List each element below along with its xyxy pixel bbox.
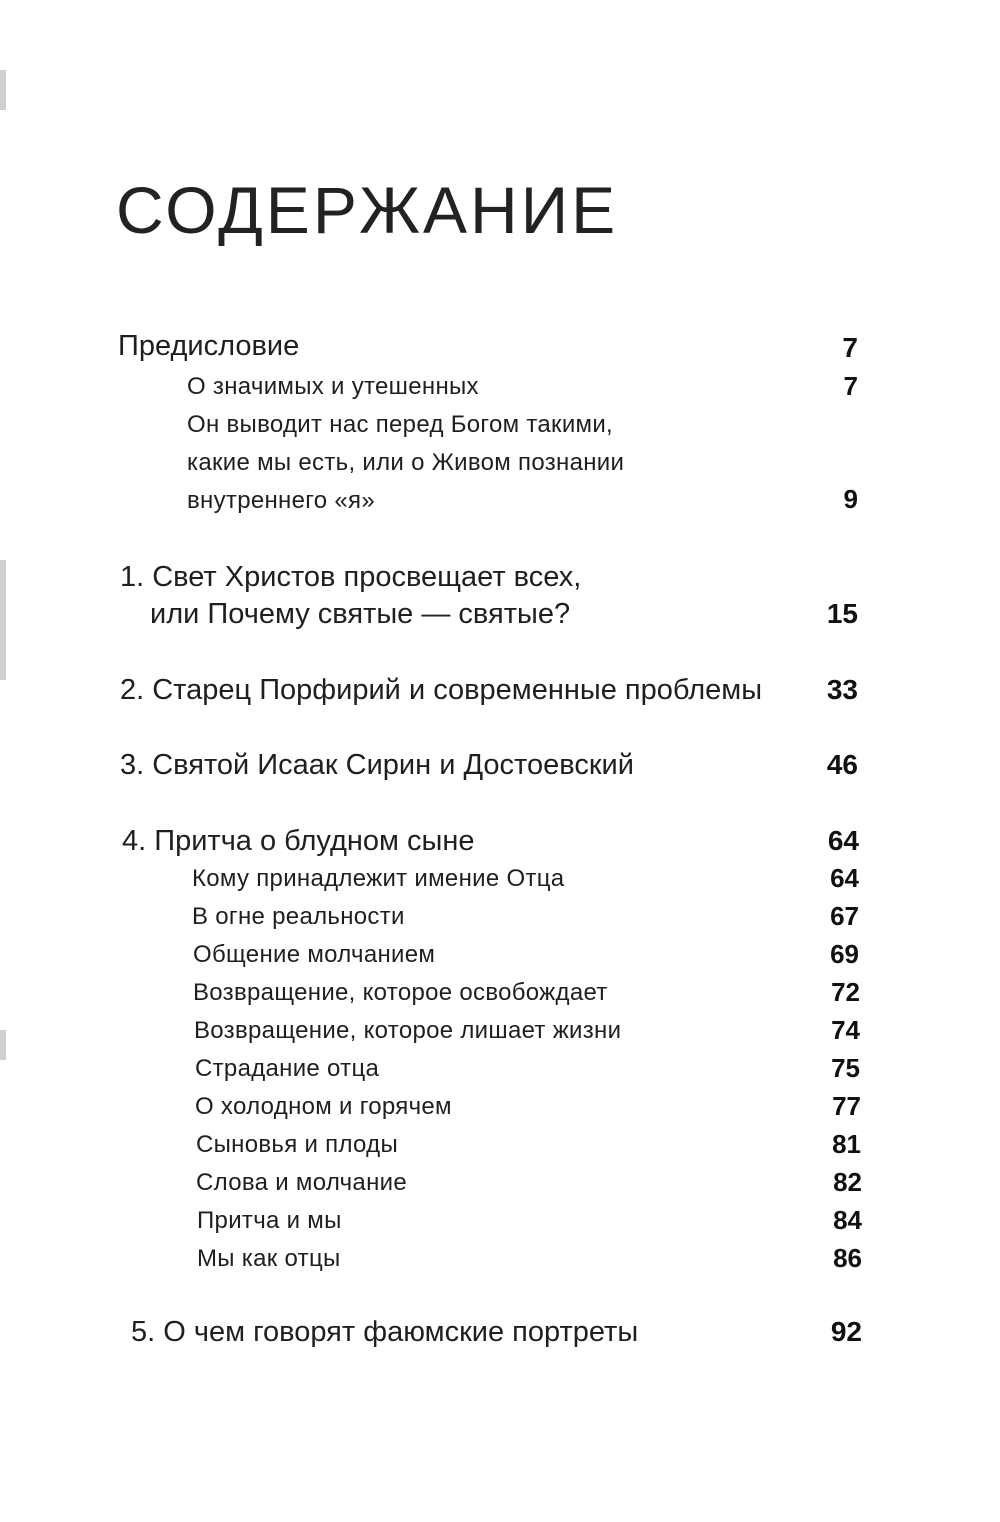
page-edge-mark bbox=[0, 1030, 6, 1060]
toc-entry-chapter-2: 2. Старец Порфирий и современные проблемы bbox=[120, 674, 763, 706]
page-edge-mark bbox=[0, 70, 6, 110]
toc-entry-chapter-1-cont: или Почему святые — святые? bbox=[150, 598, 571, 630]
toc-page: 84 bbox=[833, 1205, 862, 1235]
toc-subentry-line: какие мы есть, или о Живом познании bbox=[187, 449, 625, 476]
toc-subentry: Слова и молчание bbox=[196, 1169, 407, 1196]
toc-page: 75 bbox=[831, 1053, 860, 1083]
toc-subentry: О холодном и горячем bbox=[195, 1093, 452, 1120]
toc-page: 81 bbox=[832, 1129, 861, 1159]
toc-page: 72 bbox=[831, 977, 860, 1007]
toc-subentry: В огне реальности bbox=[192, 903, 405, 930]
toc-entry-preface: Предисловие bbox=[118, 330, 300, 362]
toc-page: 77 bbox=[832, 1091, 861, 1121]
toc-page: 64 bbox=[830, 863, 859, 893]
toc-page: 82 bbox=[833, 1167, 862, 1197]
toc-subentry: О значимых и утешенных bbox=[187, 373, 479, 400]
toc-subentry-line: внутреннего «я» bbox=[187, 487, 375, 514]
toc-entry-chapter-5: 5. О чем говорят фаюмские портреты bbox=[131, 1316, 639, 1348]
toc-entry-chapter-4: 4. Притча о блудном сыне bbox=[122, 825, 475, 857]
toc-page: 7 bbox=[843, 371, 858, 401]
toc-subentry-line: Он выводит нас перед Богом такими, bbox=[187, 411, 614, 438]
toc-subentry: Сыновья и плоды bbox=[196, 1131, 399, 1158]
toc-page: 86 bbox=[833, 1243, 862, 1273]
toc-page: 9 bbox=[843, 484, 858, 514]
toc-subentry: Возвращение, которое освобождает bbox=[193, 979, 608, 1006]
toc-page-chapter-5: 92 bbox=[830, 1316, 862, 1347]
toc-page: 69 bbox=[830, 939, 859, 969]
toc-subentry: Притча и мы bbox=[197, 1207, 342, 1234]
toc-page-chapter-2: 33 bbox=[826, 674, 858, 705]
page-title: СОДЕРЖАНИЕ bbox=[116, 173, 619, 247]
toc-page-preface: 7 bbox=[842, 332, 858, 363]
toc-subentry: Мы как отцы bbox=[197, 1245, 341, 1272]
toc-page-chapter-3: 46 bbox=[826, 749, 858, 780]
toc-entry-chapter-1: 1. Свет Христов просвещает всех, bbox=[120, 561, 582, 593]
toc-page-chapter-1: 15 bbox=[826, 598, 858, 629]
toc-page-chapter-4: 64 bbox=[827, 825, 859, 856]
toc-subentry: Возвращение, которое лишает жизни bbox=[194, 1017, 622, 1044]
page-edge-mark bbox=[0, 560, 6, 680]
toc-entry-chapter-3: 3. Святой Исаак Сирин и Достоевский bbox=[120, 749, 634, 781]
toc-page: 74 bbox=[831, 1015, 860, 1045]
toc-subentry: Кому принадлежит имение Отца bbox=[192, 865, 565, 892]
toc-page: 67 bbox=[830, 901, 859, 931]
toc-subentry: Страдание отца bbox=[195, 1055, 380, 1082]
toc-subentry: Общение молчанием bbox=[193, 941, 436, 968]
